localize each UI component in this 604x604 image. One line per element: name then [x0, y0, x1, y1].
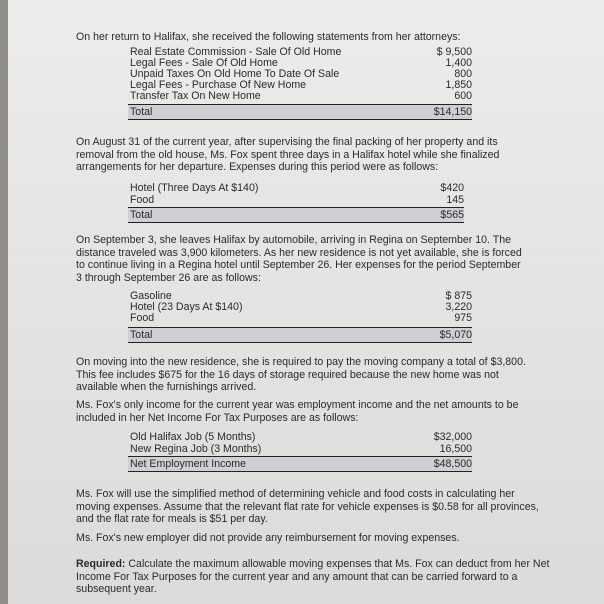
document-page [8, 0, 604, 604]
paragraph-income: Ms. Fox's only income for the current year was employment income and the net amounts to be included in her Net Income For Tax Purposes are as follows: [76, 399, 519, 424]
paragraph-september: On September 3, she leaves Halifax by automobile, arriving in Regina on September 10. The distance traveled was 3,900 kilometers. As her new residence is not yet available, she is forced to continue living in a Regina hotel until September 26. Her expenses for the period September 3 through September 26 are as follows: [76, 234, 522, 284]
required-label: Required: [76, 558, 126, 570]
paragraph-moving-company: On moving into the new residence, she is required to pay the moving company a total of $3,800. This fee includes $675 for the 16 days of storage required because the new home was not available when the furnishings arrived. [76, 356, 526, 394]
divider [128, 222, 464, 223]
total-row-shade [128, 105, 472, 119]
divider [128, 119, 472, 120]
total-row-shade [128, 328, 472, 342]
regina-expenses-table: Gasoline $ 875 Hotel (23 Days At $140) 3,220 Food 975 Total $5,070 [130, 290, 472, 341]
total-row-shade [128, 208, 464, 222]
paragraph-reimbursement: Ms. Fox's new employer did not provide any reimbursement for moving expenses. [76, 532, 460, 544]
required-section [76, 558, 556, 596]
intro-text: On her return to Halifax, she received the following statements from her attorneys: [76, 31, 461, 43]
required-text: Calculate the maximum allowable moving expenses that Ms. Fox can deduct from her Net Income For Tax Purposes for the current year and any amount that can be carried forward to a subsequent year. [76, 558, 550, 596]
divider [128, 342, 472, 343]
employment-income-table: Old Halifax Job (5 Months) $32,000 New Regina Job (3 Months) 16,500 Net Employment Income $48,500 [130, 431, 472, 470]
paragraph-simplified-method: Ms. Fox will use the simplified method of determining vehicle and food costs in calculating her moving expenses. Assume that the relevant flat rate for vehicle expenses is $0.58 for all provinces, and the flat rate for meals is $51 per day. [76, 488, 539, 526]
paragraph-august: On August 31 of the current year, after supervising the final packing of her property and its removal from the old house, Ms. Fox spent three days in a Halifax hotel while she finalized arrangements for her departure. Expenses during this period were as follows: [76, 136, 500, 174]
attorney-statements-table: Real Estate Commission - Sale Of Old Home $ 9,500 Legal Fees - Sale Of Old Home 1,400 Unpaid Taxes On Old Home To Date Of Sale 800 Legal Fees - Purchase Of New Home 1,850 Transfer Tax On New Home 600 Total $14,150 [130, 46, 472, 118]
halifax-hotel-table: Hotel (Three Days At $140) $420 Food 145 Total $565 [130, 182, 464, 221]
divider [128, 471, 472, 472]
